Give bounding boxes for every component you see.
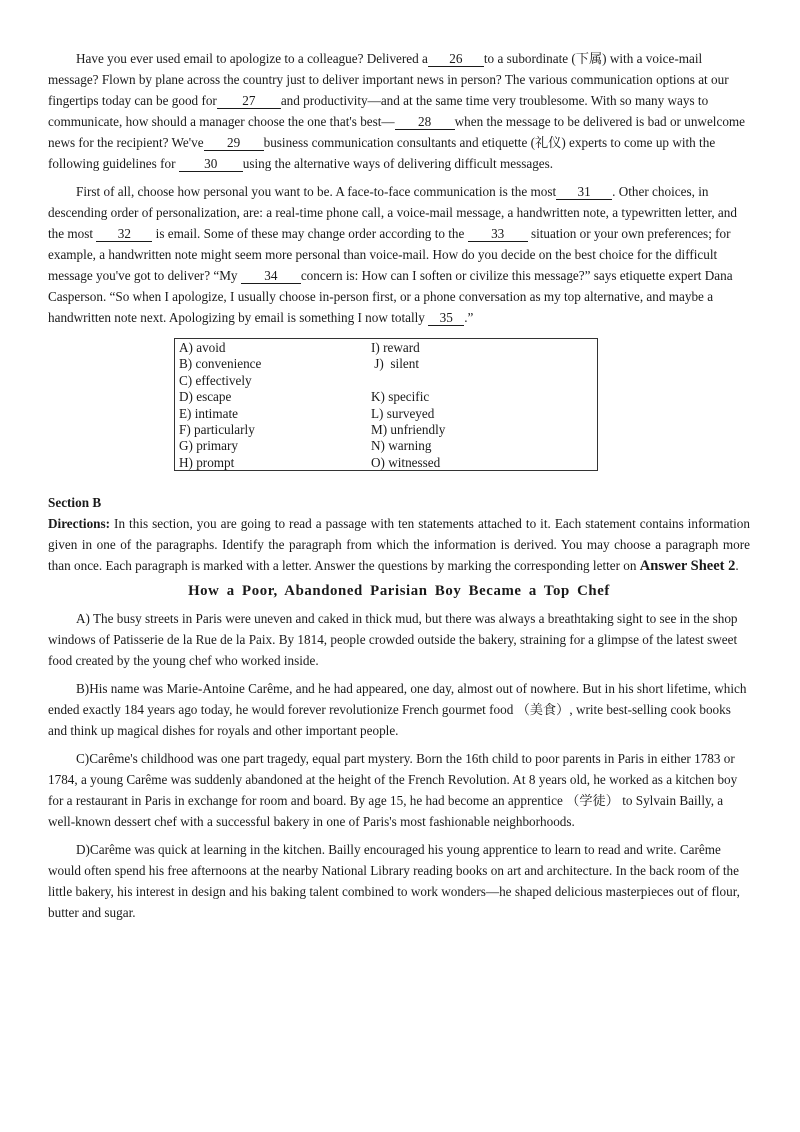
option-gap <box>371 373 445 389</box>
option-f: F) particularly <box>179 421 255 437</box>
directions-label: Directions: <box>48 516 111 531</box>
section-b-directions <box>48 513 750 577</box>
word-bank <box>174 338 598 471</box>
article-paragraph-b: B)His name was Marie-Antoine Carême, and he had appeared, one day, almost out of nowhere. But in his short lifetime, which ended exactly 184 years ago today, he would forever revolutionize French gourmet food （美食）, write best-selling cook books and think up magical dishes for royals and other important people. <box>48 681 747 738</box>
exam-page <box>48 48 750 930</box>
cloze-paragraph-2 <box>48 181 750 328</box>
cloze-text: Have you ever used email to apologize to a colleague? Delivered a <box>76 51 428 66</box>
directions-text: In this section, you are going to read a passage with ten statements attached to it. Each statement contains information given in one of the paragraphs. Identify the paragraph from which the information is derived. You may choose a paragraph more than once. Each paragraph is marked with a letter. Answer the questions by marking the corresponding letter on <box>48 516 750 573</box>
word-bank-right-column <box>371 340 445 471</box>
cloze-text: First of all, choose how personal you want to be. A face-to-face communication is the most <box>76 184 557 199</box>
option-a: A) avoid <box>179 340 226 355</box>
blank-33: 33 <box>468 226 528 242</box>
blank-34: 34 <box>241 268 301 284</box>
cloze-text: business communication consultants and etiquette (礼仪) experts to come up with the following guidelines for <box>48 135 716 171</box>
blank-28: 28 <box>395 114 455 130</box>
article-paragraph-a: A) The busy streets in Paris were uneven and caked in thick mud, but there was always a breathtaking sight to see in the shop windows of Patisserie de la Rue de la Paix. By 1814, people crowded outside the bakery, straining for a glimpse of the latest sweet food created by the young chef who worked inside. <box>48 611 738 668</box>
blank-29: 29 <box>204 135 264 151</box>
blank-32: 32 <box>96 226 152 242</box>
blank-30: 30 <box>179 156 243 172</box>
option-h: H) prompt <box>179 454 235 470</box>
option-d: D) escape <box>179 389 232 405</box>
cloze-text: .” <box>464 310 474 325</box>
cloze-text: when the message to be delivered is bad or unwelcome news for the recipient? We've <box>48 114 746 150</box>
option-n: N) warning <box>371 438 432 454</box>
section-b-title: Section B <box>48 495 102 510</box>
word-bank-left-column <box>179 340 261 471</box>
cloze-text: is email. Some of these may change order according to the <box>155 226 465 241</box>
cloze-text: to a subordinate (下属) with a voice-mail message? Flown by plane across the country just to deliver important news in person? The various communication options at our fingertips today can be good for <box>48 51 729 108</box>
option-i: I) reward <box>371 340 420 355</box>
article-paragraph-c: C)Carême's childhood was one part tragedy, equal part mystery. Born the 16th child to poor parents in Paris in either 1783 or 1784, a young Carême was suddenly abandoned at the height of the French Revolution. At 8 years old, he worked as a kitchen boy for a restaurant in Paris in exchange for room and board. By age 15, he had become an apprentice （学徒） to Sylvain Bailly, a well-known dessert chef with a successful bakery in one of Paris's most fashionable neighborhoods. <box>48 751 738 829</box>
blank-35: 35 <box>428 310 464 326</box>
blank-26: 26 <box>428 51 484 67</box>
cloze-text: . Other choices, in descending order of personalization, are: a real-time phone call, a voice-mail message, a handwritten note, a typewritten letter, and the most <box>48 184 737 241</box>
option-b: B) convenience <box>179 356 262 372</box>
option-e: E) intimate <box>179 405 238 421</box>
option-k: K) specific <box>371 389 430 405</box>
cloze-paragraph-1 <box>48 48 750 174</box>
directions-end: . <box>735 558 739 573</box>
answer-sheet-label: Answer Sheet 2 <box>639 558 736 574</box>
article-paragraph-d: D)Carême was quick at learning in the kitchen. Bailly encouraged his young apprentice to learn to read and write. Carême would often spend his free afternoons at the nearby National Library reading books on art and architecture. In the back room of the little bakery, his interest in design and his baking talent combined to work wonders—he shaped delicious masterpieces out of flour, butter and sugar. <box>48 842 740 920</box>
option-g: G) primary <box>179 438 238 454</box>
cloze-text: using the alternative ways of delivering difficult messages. <box>242 156 554 171</box>
option-l: L) surveyed <box>371 405 435 421</box>
option-o: O) witnessed <box>371 454 441 470</box>
option-m: M) unfriendly <box>371 421 446 437</box>
blank-31: 31 <box>556 184 612 200</box>
cloze-text: situation or your own preferences; for example, a handwritten note might seem more personal than voice-mail. How do you decide on the best choice for the difficult message you've got to deliver? “My <box>48 226 731 283</box>
blank-27: 27 <box>217 93 281 109</box>
option-c: C) effectively <box>179 372 252 388</box>
article-title: How a Poor, Abandoned Parisian Boy Became a Top Chef <box>188 583 610 599</box>
option-j: J) silent <box>371 356 419 372</box>
cloze-text: and productivity—and at the same time very troublesome. With so many ways to communicate, how should a manager choose the one that's best— <box>48 93 709 129</box>
cloze-text: concern is: How can I soften or civilize this message?” says etiquette expert Dana Casperson. “So when I apologize, I usually choose in-person first, or a phone conversation as my top alternative, and maybe a handwritten note next. Apologizing by email is something I now totally <box>48 268 733 325</box>
